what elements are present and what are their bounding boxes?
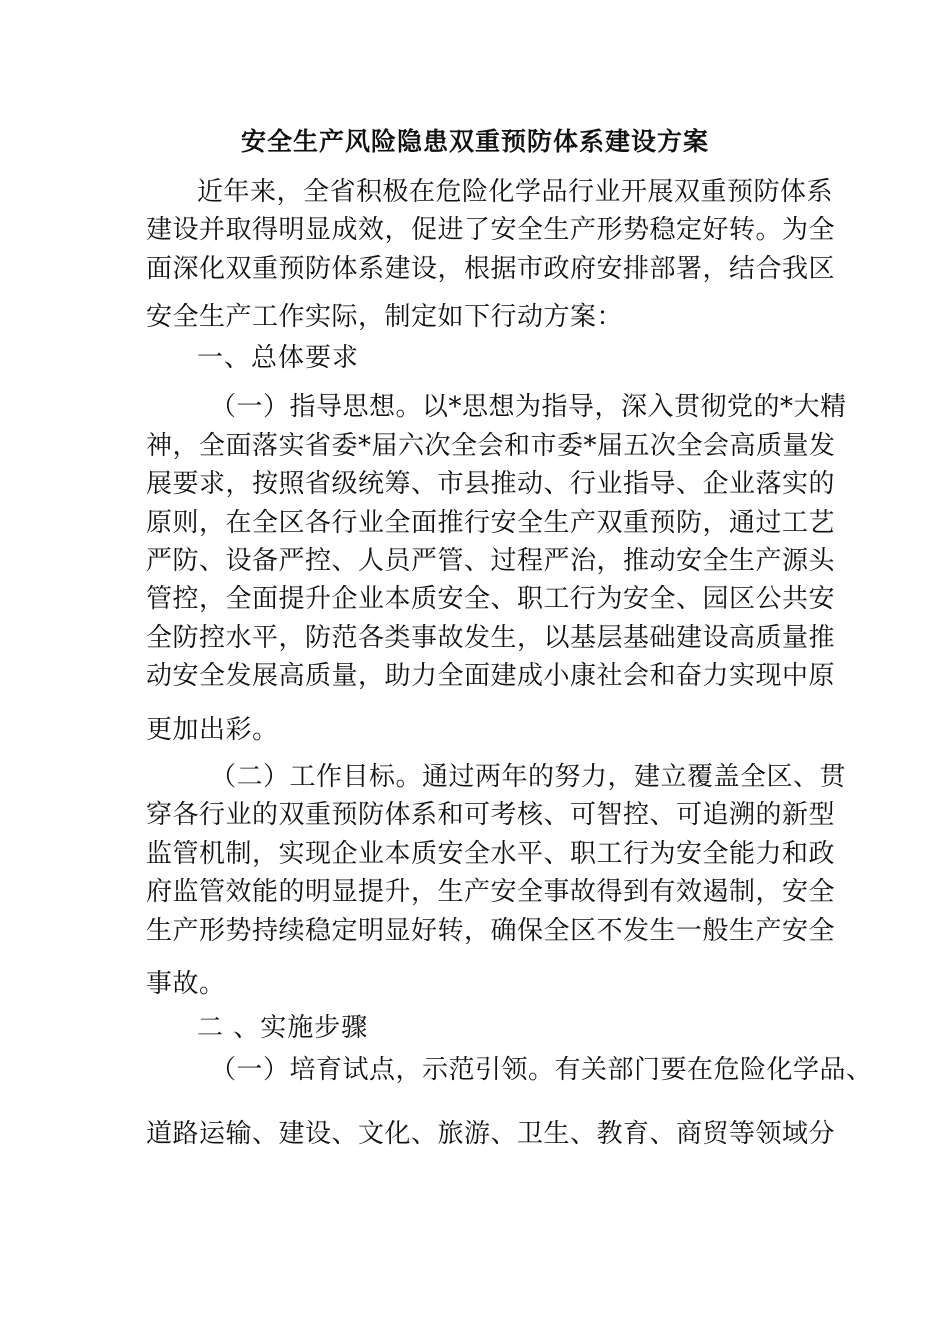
body-line: 动安全发展高质量，助力全面建成小康社会和奋力实现中原: [146, 661, 836, 691]
body-line: 更加出彩。: [146, 715, 279, 745]
body-line: 管控，全面提升企业本质安全、职工行为安全、园区公共安: [146, 584, 836, 614]
body-line: 近年来，全省积极在危险化学品行业开展双重预防体系: [197, 177, 834, 207]
body-line: 监管机制，实现企业本质安全水平、职工行为安全能力和政: [146, 839, 836, 869]
section-heading: 二 、实施步骤: [197, 1013, 369, 1043]
body-line: 展要求，按照省级统筹、市县推动、行业指导、企业落实的: [146, 469, 836, 499]
section-heading: 一、总体要求: [197, 343, 360, 373]
body-line: 全防控水平，防范各类事故发生，以基层基础建设高质量推: [146, 623, 836, 653]
body-line: 神，全面落实省委*届六次全会和市委*届五次全会高质量发: [146, 431, 836, 461]
body-line: 原则，在全区各行业全面推行安全生产双重预防，通过工艺: [146, 508, 836, 538]
body-line: 府监管效能的明显提升，生产安全事故得到有效遏制，安全: [146, 877, 836, 907]
body-line: 安全生产工作实际，制定如下行动方案：: [146, 302, 624, 332]
body-line: （二）工作目标。通过两年的努力，建立覆盖全区、贯: [210, 762, 847, 792]
body-line: 严防、设备严控、人员严管、过程严治，推动安全生产源头: [146, 546, 836, 576]
body-line: 面深化双重预防体系建设，根据市政府安排部署，结合我区: [146, 254, 836, 284]
body-line: 道路运输、建设、文化、旅游、卫生、教育、商贸等领域分: [146, 1119, 836, 1149]
body-line: 建设并取得明显成效，促进了安全生产形势稳定好转。为全: [146, 215, 836, 245]
body-line: 穿各行业的双重预防体系和可考核、可智控、可追溯的新型: [146, 800, 836, 830]
body-line: 生产形势持续稳定明显好转，确保全区不发生一般生产安全: [146, 916, 836, 946]
body-line: （一）指导思想。以*思想为指导，深入贯彻党的*大精: [210, 392, 847, 422]
body-line: 事故。: [146, 969, 226, 999]
body-line: （一）培育试点，示范引领。有关部门要在危险化学品、: [210, 1055, 873, 1085]
document-title: 安全生产风险隐患双重预防体系建设方案: [240, 127, 709, 156]
